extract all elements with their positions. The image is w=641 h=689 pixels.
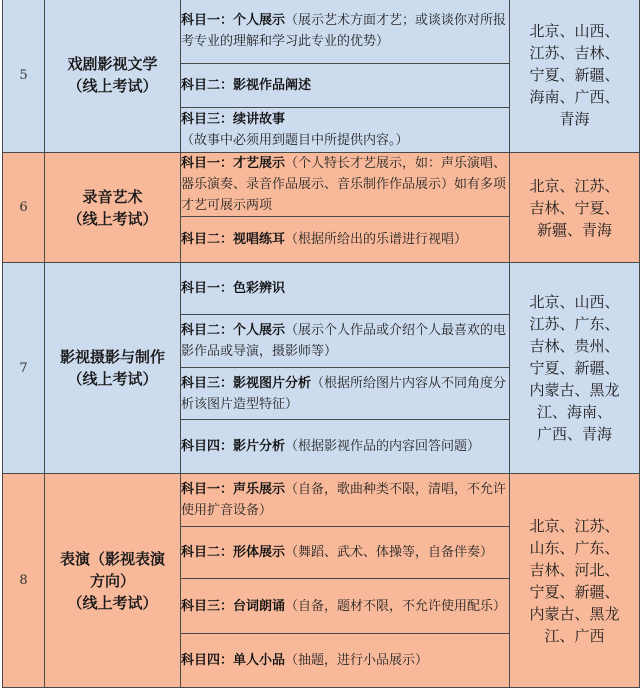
subject-title: 科目一：才艺展示 [181,156,286,171]
subject-desc: （抽题，进行小品展示） [285,653,429,668]
subject-title: 科目三：续讲故事 [181,112,286,127]
major-name: 录音艺术 （线上考试） [45,153,181,263]
subject-desc: （自备，歌曲种类不限，清唱，不允许使用扩音设备） [181,482,507,518]
row-number: 5 [3,0,45,153]
region-list: 北京、江苏、 山东、广东、 吉林、河北、 宁夏、新疆、 内蒙古、黑龙 江、广西 [510,474,640,688]
subject-desc: （根据所给出的乐谱进行视唱） [285,232,468,247]
subject-cell [181,217,510,263]
subject-cell [181,263,510,315]
exam-subject-table [2,0,640,688]
subject-title: 科目一：色彩辨识 [181,281,286,296]
major-name: 影视摄影与制作 （线上考试） [45,263,181,474]
subject-title: 科目二：影视作品阐述 [181,78,312,93]
region-list: 北京、山西、 江苏、广东、 吉林、贵州、 宁夏、新疆、 内蒙古、黑龙 江、海南、 广西、青海 [510,263,640,474]
region-list: 北京、江苏、 吉林、宁夏、 新疆、青海 [510,153,640,263]
subject-title: 科目四：影片分析 [181,439,286,454]
subject-cell [181,368,510,420]
row-number: 7 [3,263,45,474]
subject-cell [181,474,510,527]
subject-desc: （故事中必须用到题目中所提供内容。） [181,133,409,148]
subject-desc: （个人特长才艺展示，如：声乐演唱、器乐演奏、录音作品展示、音乐制作作品展示）如有多项才艺可展示两项 [181,156,507,213]
table-row [3,263,640,315]
subject-desc: （根据影视作品的内容回答问题） [285,439,481,454]
subject-cell [181,634,510,688]
subject-title: 科目一：声乐展示 [181,482,286,497]
subject-cell [181,108,510,153]
subject-desc: （根据所给图片内容从不同角度分析该图片造型特征） [181,375,507,412]
subject-cell [181,0,510,64]
row-number: 8 [3,474,45,688]
subject-cell [181,64,510,108]
subject-title: 科目三：台词朗诵 [181,598,286,614]
subject-title: 科目二：个人展示 [181,323,286,338]
subject-title: 科目四：单人小品 [181,653,286,668]
subject-cell [181,315,510,368]
table-row [3,153,640,217]
subject-title: 科目三：影视图片分析 [181,375,312,391]
subject-desc: （展示个人作品或介绍个人最喜欢的电影作品或导演，摄影师等） [181,323,507,359]
region-list: 北京、山西、 江苏、吉林、 宁夏、新疆、 海南、广西、 青海 [510,0,640,153]
table-row [3,474,640,527]
subject-desc: （舞蹈、武术、体操等，自备伴奏） [285,545,494,560]
subject-title: 科目一：个人展示 [181,12,286,28]
major-name: 戏剧影视文学 （线上考试） [45,0,181,153]
row-number: 6 [3,153,45,263]
subject-desc: （自备，题材不限，不允许使用配乐） [285,598,507,614]
subject-cell [181,579,510,634]
major-name: 表演（影视表演 方向） （线上考试） [45,474,181,688]
subject-desc: （展示艺术方面才艺；或谈谈你对所报考专业的理解和学习此专业的优势） [181,12,507,49]
subject-cell [181,420,510,474]
subject-cell [181,527,510,579]
table-row [3,0,640,64]
subject-cell [181,153,510,217]
subject-title: 科目二：形体展示 [181,545,286,560]
subject-title: 科目二：视唱练耳 [181,232,286,247]
